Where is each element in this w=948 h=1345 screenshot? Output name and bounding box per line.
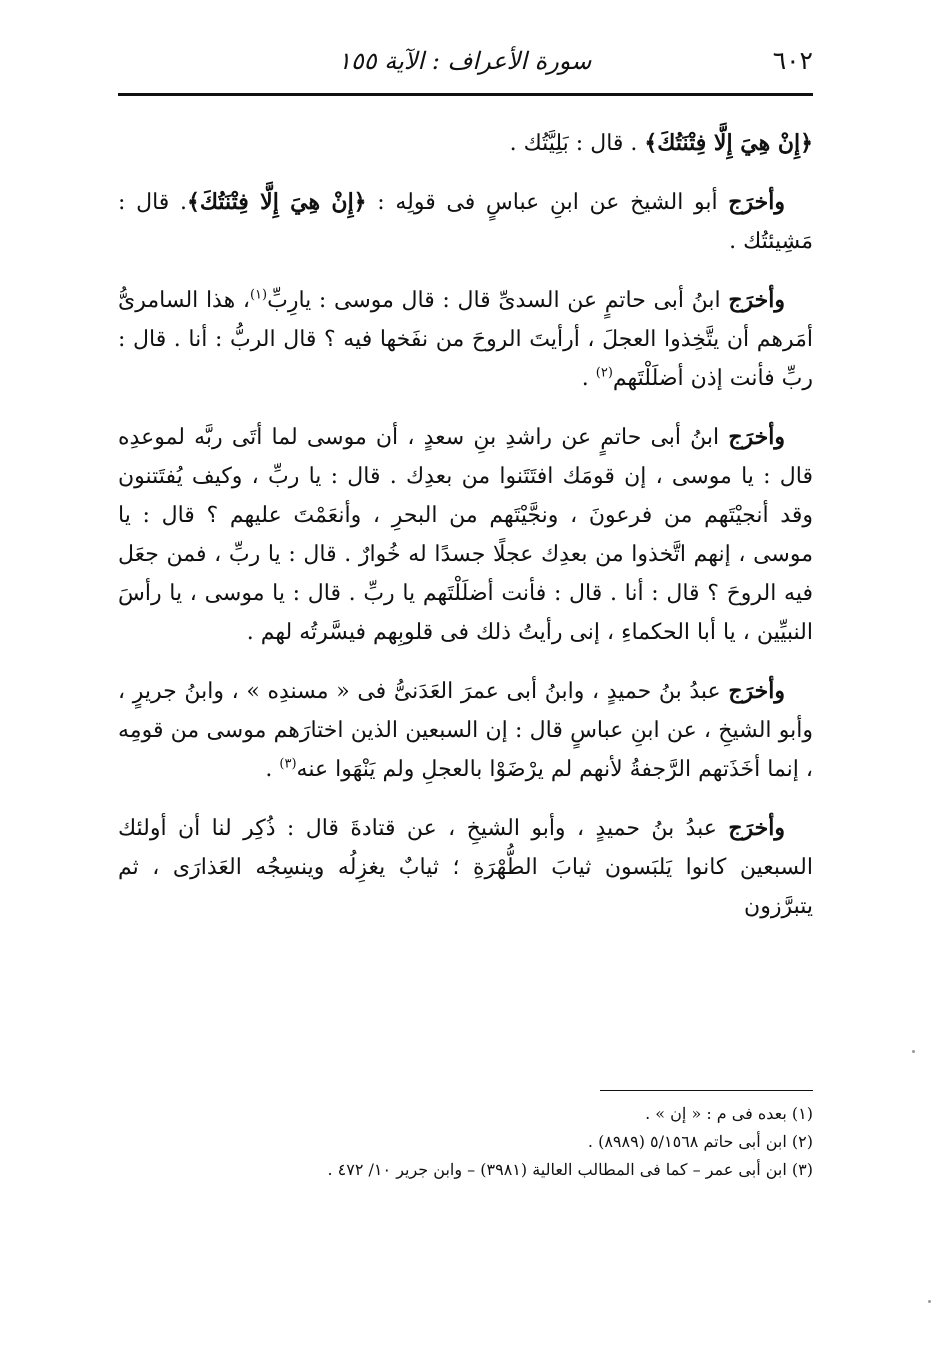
paragraph-text: . bbox=[581, 366, 596, 391]
footnote-ref-1[interactable]: (١) bbox=[249, 287, 268, 303]
paragraph-5 bbox=[118, 672, 813, 789]
body-text bbox=[118, 124, 813, 946]
quran-quote: ﴿إِنْ هِيَ إِلَّا فِتْنَتُكَ﴾ bbox=[644, 130, 813, 156]
paragraph-2 bbox=[118, 183, 813, 261]
paragraph-lead: وأخرَج bbox=[728, 287, 785, 313]
page-number: ٦٠٢ bbox=[772, 46, 813, 75]
footnote-ref-3[interactable]: (٣) bbox=[279, 756, 297, 772]
footnote-ref-2[interactable]: (٢) bbox=[595, 365, 613, 381]
quran-quote: ﴿إِنْ هِيَ إِلَّا فِتْنَتُكَ﴾ bbox=[186, 189, 367, 215]
paragraph-text: ، هذا السامرىُّ أمَرهم أن يتَّخِذوا العجلَ ، أرأيتَ الروحَ من نفَخها فيه ؟ قال الربُّ : أنا . قال : ربِّ فأنت إذن أضلَلْتَهم bbox=[118, 288, 813, 391]
footnote-3: (٣) ابن أبى عمر – كما فى المطالب العالية (٣٩٨١) – وابن جرير ١٠/ ٤٧٢ . bbox=[327, 1160, 813, 1179]
paragraph-6 bbox=[118, 809, 813, 926]
paragraph-4 bbox=[118, 418, 813, 652]
running-title: سورة الأعراف : الآية ١٥٥ bbox=[338, 47, 592, 75]
page-header bbox=[118, 44, 813, 96]
paragraph-text: ابنُ أبى حاتمٍ عن راشدِ بنِ سعدٍ ، أن موسى لما أتَى ربَّه لموعدِه قال : يا موسى ، إن قومَك افتَتَنوا من بعدِك . قال : يا ربِّ ، وكيف يُفتَتنون وقد أنجيْتَهم من فرعونَ ، ونجَّيْتَهم من البحرِ ، وأنعَمْتَ عليهم ؟ قال : يا موسى ، إنهم اتَّخذوا من بعدِك عجلًا جسدًا له خُوارٌ . قال : يا ربِّ ، فمن جعَل فيه الروحَ ؟ قال : أنا . قال : فأنت أضلَلْتَهم يا ربِّ . قال : يا موسى ، يا رأسَ النبيِّين ، يا أبا الحكماءِ ، إنى رأيتُ ذلك فى قلوبِهم فيسَّرتُه لهم . bbox=[118, 425, 813, 645]
paragraph-text: عبدُ بنُ حميدٍ ، وابنُ أبى عمرَ العَدَنىُّ فى « مسندِه » ، وابنُ جريرٍ ، وأبو الشيخِ ، عن ابنِ عباسٍ قال : إن السبعين الذين اختارَهم موسى من قومِه ، إنما أخَذَتهم الرَّجفةُ لأنهم لم يرْضَوْا بالعجلِ ولم يَنْهَوا عنه bbox=[118, 679, 813, 782]
header-rule bbox=[118, 93, 813, 96]
footnote-2: (٢) ابن أبى حاتم ٥/١٥٦٨ (٨٩٨٩) . bbox=[587, 1132, 813, 1151]
footnote-rule bbox=[600, 1090, 813, 1091]
paragraph-text: . قال : بَلِيَّتُك . bbox=[509, 131, 645, 156]
paragraph-text: أبو الشيخ عن ابنِ عباسٍ فى قولِه : bbox=[366, 190, 729, 215]
paragraph-lead: وأخرَج bbox=[728, 678, 785, 704]
paragraph-text: عبدُ بنُ حميدٍ ، وأبو الشيخِ ، عن قتادةَ قال : ذُكِر لنا أن أولئك السبعين كانوا يَلبَسون ثيابَ الطُّهْرَةِ ؛ ثيابٌ يغزِلُه وينسِجُه العَذارَى ، ثم يتبرَّزون bbox=[118, 816, 813, 919]
scan-speck bbox=[912, 1050, 915, 1053]
footnote-1: (١) بعده فى م : « إن » . bbox=[645, 1104, 813, 1123]
paragraph-text: . قال : مَشِيئتُك . bbox=[118, 190, 813, 254]
footnotes bbox=[118, 1100, 813, 1184]
paragraph-text: . bbox=[265, 757, 280, 782]
paragraph-text: ابنُ أبى حاتمٍ عن السدىِّ قال : قال موسى : يارِبِّ bbox=[267, 288, 729, 313]
paragraph-3 bbox=[118, 281, 813, 398]
scan-speck bbox=[928, 1300, 931, 1303]
paragraph-lead: وأخرَج bbox=[728, 189, 785, 215]
paragraph-lead: وأخرَج bbox=[728, 424, 785, 450]
paragraph-lead: وأخرَج bbox=[728, 815, 785, 841]
paragraph-1 bbox=[118, 124, 813, 163]
